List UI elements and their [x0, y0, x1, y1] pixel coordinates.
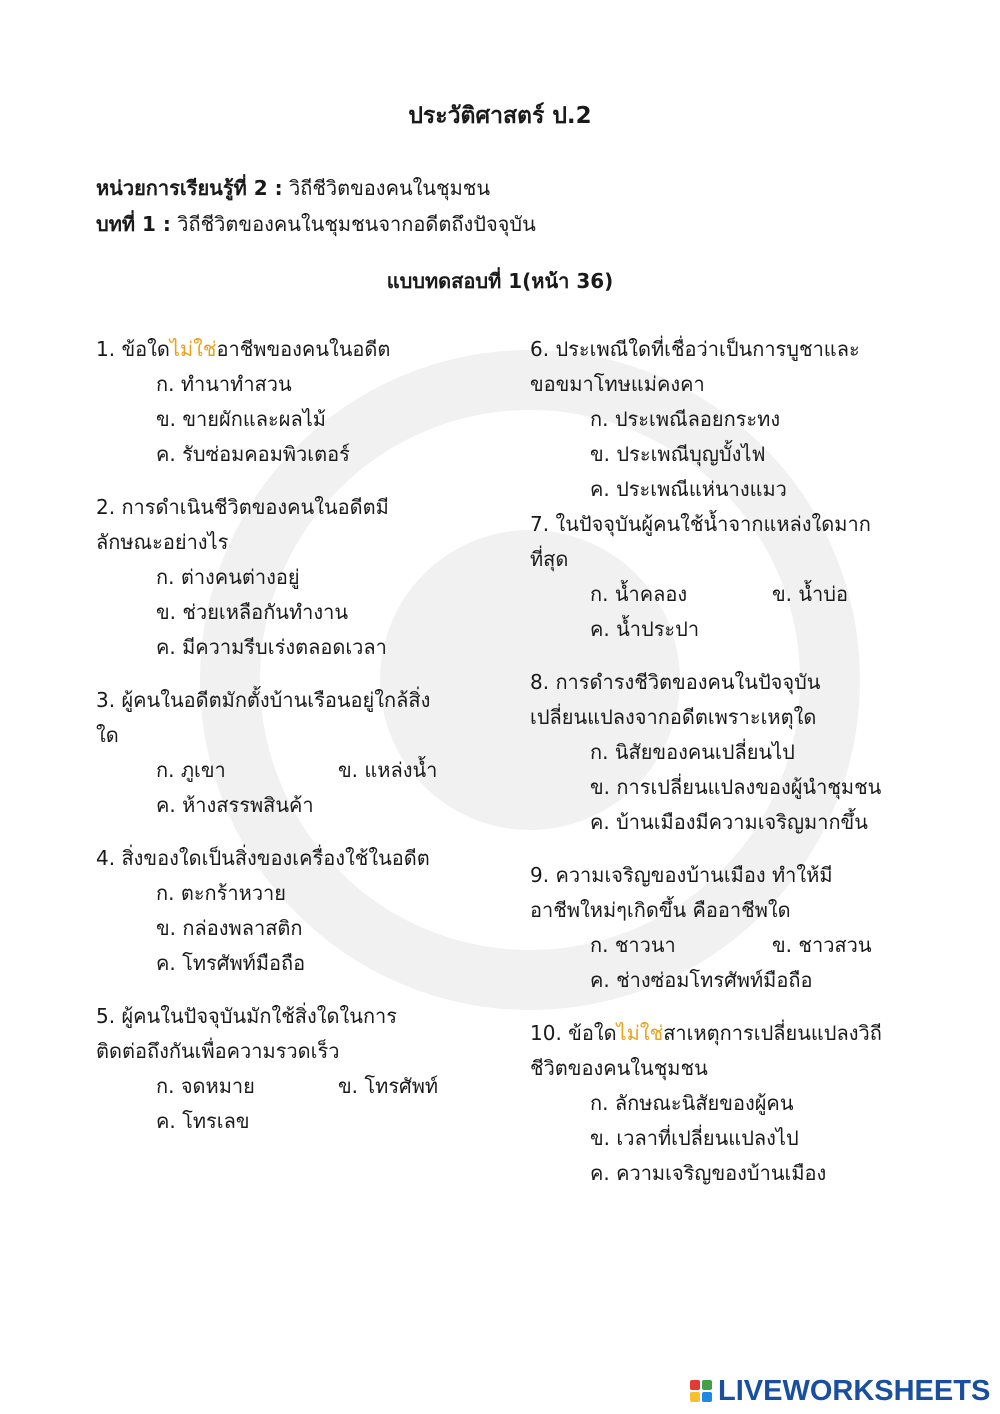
option-c[interactable]: ค. น้ำประปา [590, 617, 700, 641]
chapter-text: วิถีชีวิตของคนในชุมชนจากอดีตถึงปัจจุบัน [170, 212, 536, 236]
logo-text: LIVEWORKSHEETS [718, 1374, 991, 1407]
option-a[interactable]: ก. น้ำคลอง [590, 582, 688, 606]
option-a[interactable]: ก. ประเพณีลอยกระทง [590, 407, 781, 431]
option-b[interactable]: ข. การเปลี่ยนแปลงของผู้นำชุมชน [590, 775, 882, 799]
question-text: 5. ผู้คนในปัจจุบันมักใช้สิ่งใดในการ [96, 1004, 398, 1028]
question-text: 1. ข้อใดไม่ใช่อาชีพของคนในอดีต [96, 337, 391, 361]
negation-highlight: ไม่ใช่ [616, 1021, 664, 1045]
option-b[interactable]: ข. ประเพณีบุญบั้งไฟ [590, 442, 766, 466]
question-text: 2. การดำเนินชีวิตของคนในอดีตมี [96, 495, 389, 519]
question-text: 7. ในปัจจุบันผู้คนใช้น้ำจากแหล่งใดมาก [530, 512, 871, 536]
option-a[interactable]: ก. ต่างคนต่างอยู่ [156, 565, 300, 589]
option-a[interactable]: ก. นิสัยของคนเปลี่ยนไป [590, 740, 795, 764]
question-text-cont: ติดต่อถึงกันเพื่อความรวดเร็ว [96, 1039, 340, 1063]
liveworksheets-icon [690, 1380, 712, 1402]
question-text: 9. ความเจริญของบ้านเมือง ทำให้มี [530, 863, 833, 887]
question-8 [530, 665, 930, 840]
quiz-title: แบบทดสอบที่ 1(หน้า 36) [386, 269, 614, 293]
question-text-cont: ชีวิตของคนในชุมชน [530, 1056, 708, 1080]
question-text: 6. ประเพณีใดที่เชื่อว่าเป็นการบูชาและ [530, 337, 860, 361]
question-text-cont: อาชีพใหม่ๆเกิดขึ้น คืออาชีพใด [530, 898, 791, 922]
question-text-cont: ขอขมาโทษแม่คงคา [530, 372, 705, 396]
page-title: ประวัติศาสตร์ ป.2 [408, 103, 592, 129]
unit-text: วิถีชีวิตของคนในชุมชน [282, 176, 491, 200]
question-text: 3. ผู้คนในอดีตมักตั้งบ้านเรือนอยู่ใกล้สิ่ง [96, 688, 431, 712]
option-a[interactable]: ก. ชาวนา [590, 933, 676, 957]
chapter-line [96, 208, 536, 240]
question-5 [96, 999, 516, 1139]
unit-line [96, 172, 490, 204]
question-text-cont: ที่สุด [530, 547, 569, 571]
question-text: 4. สิ่งของใดเป็นสิ่งของเครื่องใช้ในอดีต [96, 846, 430, 870]
option-c[interactable]: ค. รับซ่อมคอมพิวเตอร์ [156, 442, 350, 466]
question-text: 10. ข้อใดไม่ใช่สาเหตุการเปลี่ยนแปลงวิถี [530, 1021, 882, 1045]
option-b[interactable]: ข. ช่วยเหลือกันทำงาน [156, 600, 349, 624]
option-b[interactable]: ข. แหล่งน้ำ [338, 758, 438, 782]
option-a[interactable]: ก. ตะกร้าหวาย [156, 881, 286, 905]
question-9 [530, 858, 930, 998]
option-c[interactable]: ค. ประเพณีแห่นางแมว [590, 477, 787, 501]
negation-highlight: ไม่ใช่ [169, 337, 217, 361]
unit-label: หน่วยการเรียนรู้ที่ 2 : [96, 176, 283, 200]
option-c[interactable]: ค. โทรศัพท์มือถือ [156, 951, 306, 975]
liveworksheets-logo[interactable] [690, 1374, 990, 1408]
option-c[interactable]: ค. บ้านเมืองมีความเจริญมากขึ้น [590, 810, 868, 834]
option-c[interactable]: ค. ห้างสรรพสินค้า [156, 793, 314, 817]
option-a[interactable]: ก. ภูเขา [156, 758, 226, 782]
question-3 [96, 683, 516, 823]
option-a[interactable]: ก. ลักษณะนิสัยของผู้คน [590, 1091, 794, 1115]
option-c[interactable]: ค. โทรเลข [156, 1109, 250, 1133]
option-c[interactable]: ค. มีความรีบเร่งตลอดเวลา [156, 635, 387, 659]
question-text-cont: ใด [96, 723, 119, 747]
question-4 [96, 841, 516, 981]
question-6 [530, 332, 930, 507]
option-b[interactable]: ข. น้ำบ่อ [772, 582, 848, 606]
option-b[interactable]: ข. กล่องพลาสติก [156, 916, 303, 940]
option-b[interactable]: ข. โทรศัพท์ [338, 1074, 439, 1098]
option-a[interactable]: ก. ทำนาทำสวน [156, 372, 292, 396]
question-1 [96, 332, 516, 472]
option-b[interactable]: ข. เวลาที่เปลี่ยนแปลงไป [590, 1126, 799, 1150]
question-7 [530, 507, 930, 647]
questions-left-column [96, 332, 516, 1139]
question-2 [96, 490, 516, 665]
question-10 [530, 1016, 930, 1191]
chapter-label: บทที่ 1 : [96, 212, 171, 236]
option-b[interactable]: ข. ชาวสวน [772, 933, 872, 957]
question-text: 8. การดำรงชีวิตของคนในปัจจุบัน [530, 670, 821, 694]
option-a[interactable]: ก. จดหมาย [156, 1074, 255, 1098]
option-c[interactable]: ค. ความเจริญของบ้านเมือง [590, 1161, 827, 1185]
question-text-cont: ลักษณะอย่างไร [96, 530, 229, 554]
option-b[interactable]: ข. ขายผักและผลไม้ [156, 407, 326, 431]
questions-right-column [530, 332, 930, 1191]
question-text-cont: เปลี่ยนแปลงจากอดีตเพราะเหตุใด [530, 705, 817, 729]
option-c[interactable]: ค. ช่างซ่อมโทรศัพท์มือถือ [590, 968, 813, 992]
